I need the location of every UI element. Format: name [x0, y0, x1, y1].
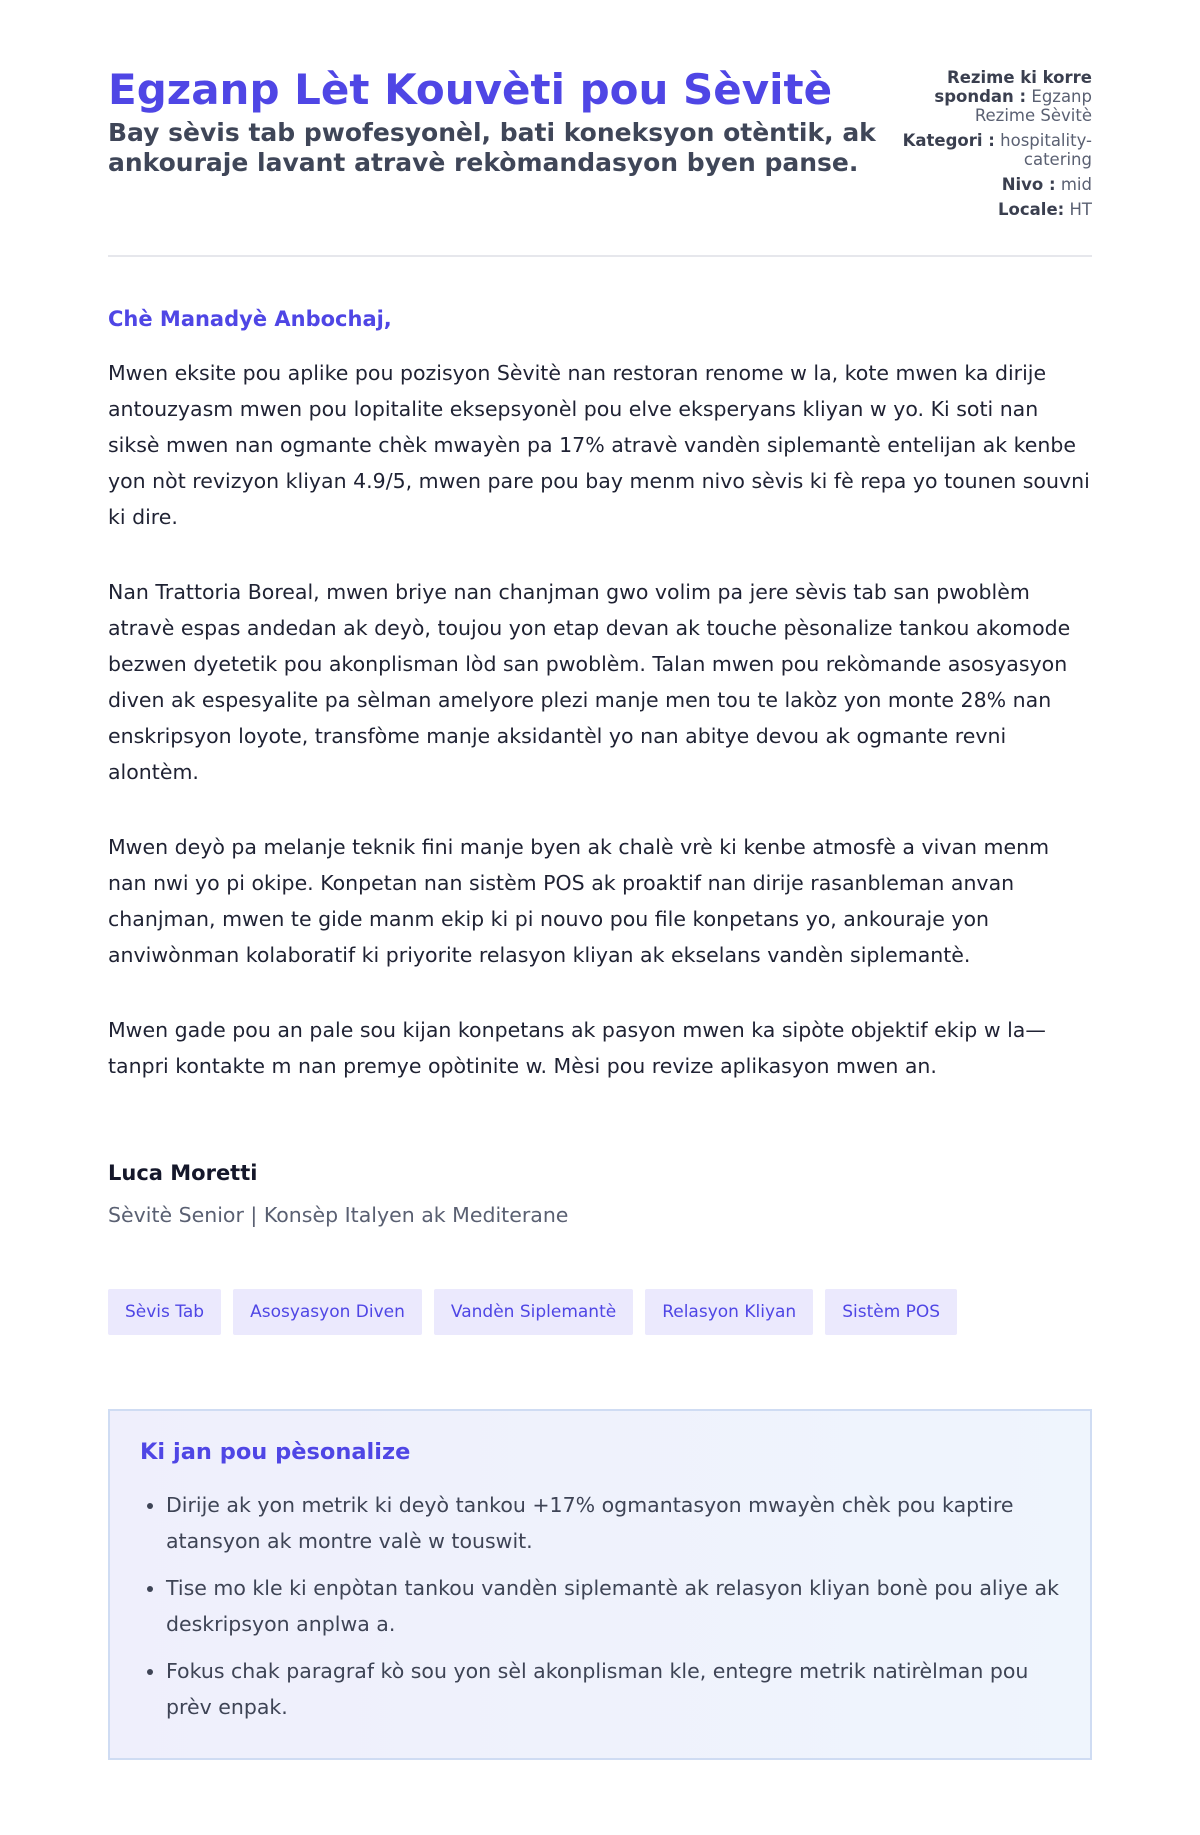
- customization-tips-box: [108, 1409, 1092, 1760]
- meta-category-label: Kategori :: [902, 131, 995, 150]
- tip-item: • Tise mo kle ki enpòtan tankou vandèn siplemantè ak relasyon kliyan bonè pou aliye ak deskripsyon anplwa a.: [166, 1570, 1060, 1642]
- meta-locale: [887, 200, 1092, 219]
- salutation: Chè Manadyè Anbochaj,: [108, 307, 392, 331]
- skill-tag: Relasyon Kliyan: [645, 1289, 813, 1335]
- signature-name: Luca Moretti: [108, 1161, 258, 1185]
- meta-resume: [887, 68, 1092, 125]
- skill-tag: Sèvis Tab: [108, 1289, 221, 1335]
- tips-title: Ki jan pou pèsonalize: [140, 1439, 411, 1465]
- letter-paragraph: Mwen gade pou an pale sou kijan konpetans ak pasyon mwen ka sipòte objektif ekip w la—tanpri kontakte m nan premye opòtinite w. Mèsi pou revize aplikasyon mwen an.: [108, 1018, 1046, 1078]
- tips-list: [140, 1487, 1060, 1725]
- tip-item: • Dirije ak yon metrik ki deyò tankou +17% ogmantasyon mwayèn chèk pou kaptire atansyon ak montre valè w touswit.: [166, 1487, 1060, 1559]
- skill-tag: Asosyasyon Diven: [233, 1289, 422, 1335]
- meta-resume-value: Egzanp Rezime Sèvitè: [974, 87, 1092, 125]
- metadata-panel: [887, 64, 1092, 225]
- title-block: [108, 64, 878, 178]
- page-title: Egzanp Lèt Kouvèti pou Sèvitè: [108, 65, 833, 114]
- letter-paragraph: Mwen deyò pa melanje teknik fini manje byen ak chalè vrè ki kenbe atmosfè a vivan menm nan nwi yo pi okipe. Konpetan nan sistèm POS ak proaktif nan dirije rasanbleman anvan chanjman, mwen te gide manm ekip ki pi nouvo pou file konpetans yo, ankouraje yon anviwònman kolaboratif ki priyorite relasyon kliyan ak ekselans vandèn siplemantè.: [108, 835, 1050, 967]
- letter-paragraph: Nan Trattoria Boreal, mwen briye nan chanjman gwo volim pa jere sèvis tab san pwoblèm atravè espas andedan ak deyò, toujou yon etap devan ak touche pèsonalize tankou akomode bezwen dyetetik pou akonplisman lòd san pwoblèm. Talan mwen pou rekòmande asosyasyon diven ak espesyalite pa sèlman amelyore plezi manje men tou te lakòz yon monte 28% nan enskripsyon loyote, transfòme manje aksidantèl yo nan abitye devou ak ogmante revni alontèm.: [108, 580, 1071, 784]
- meta-level-value: mid: [1060, 175, 1092, 194]
- meta-category: [887, 131, 1092, 169]
- meta-locale-label: Locale:: [998, 200, 1065, 219]
- document-header: [108, 0, 1092, 257]
- letter-content: [108, 305, 1092, 1229]
- letter-body: [108, 355, 1092, 1084]
- signature-role: Sèvitè Senior | Konsèp Italyen ak Mediterane: [108, 1203, 569, 1227]
- meta-level-label: Nivo :: [1001, 175, 1056, 194]
- skill-tags: [108, 1289, 1092, 1335]
- letter-paragraph: Mwen eksite pou aplike pou pozisyon Sèvitè nan restoran renome w la, kote mwen ka dirije antouzyasm mwen pou lopitalite eksepsyonèl pou elve eksperyans kliyan w yo. Ki soti nan siksè mwen nan ogmante chèk mwayèn pa 17% atravè vandèn siplemantè entelijan ak kenbe yon nòt revizyon kliyan 4.9/5, mwen pare pou bay menm nivo sèvis ki fè repa yo tounen souvni ki dire.: [108, 361, 1090, 529]
- tip-item: • Fokus chak paragraf kò sou yon sèl akonplisman kle, entegre metrik natirèlman pou prèv enpak.: [166, 1653, 1060, 1725]
- skill-tag: Vandèn Siplemantè: [434, 1289, 633, 1335]
- meta-category-value: hospitality-catering: [1000, 131, 1092, 169]
- meta-resume-label: Rezime ki korre spondan :: [934, 68, 1092, 106]
- meta-level: [887, 175, 1092, 194]
- page-subtitle: Bay sèvis tab pwofesyonèl, bati koneksyon otèntik, ak ankouraje lavant atravè rekòmandasyon byen panse.: [108, 118, 876, 177]
- meta-locale-value: HT: [1069, 200, 1092, 219]
- skill-tag: Sistèm POS: [825, 1289, 957, 1335]
- signature-block: [108, 1159, 1092, 1229]
